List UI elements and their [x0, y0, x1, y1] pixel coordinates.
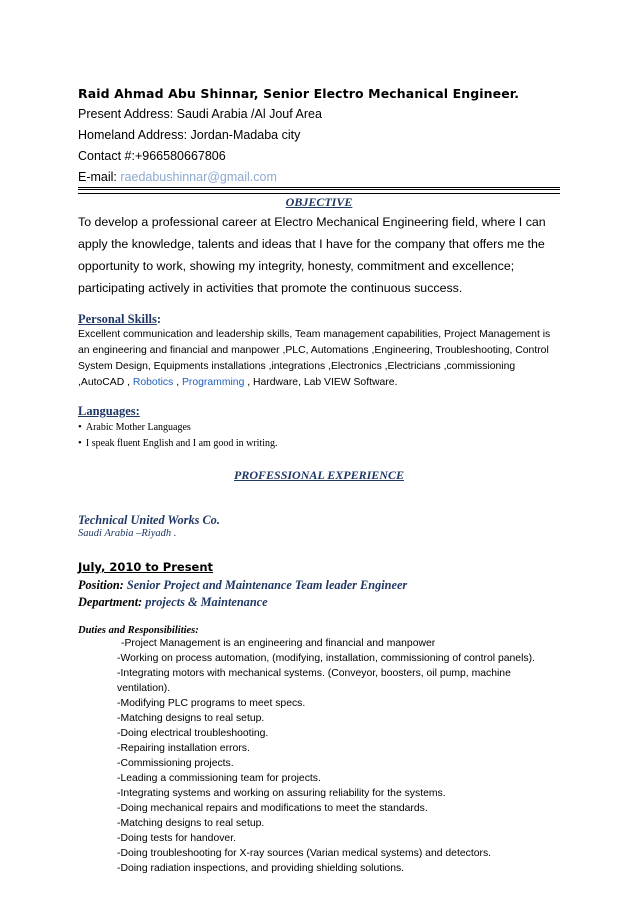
contact-header [78, 84, 558, 188]
duty-item: -Matching designs to real setup. [117, 713, 265, 724]
personal-skills-heading [78, 311, 161, 327]
professional-experience-heading: PROFESSIONAL EXPERIENCE [234, 468, 404, 482]
duty-item: -Repairing installation errors. [117, 743, 250, 754]
duties-list [117, 636, 562, 876]
company-name: Technical United Works Co. [78, 513, 220, 527]
duty-item: -Matching designs to real setup. [117, 818, 265, 829]
personal-skills-colon: : [156, 312, 162, 326]
language-item [78, 419, 558, 435]
duty-item: -Commissioning projects. [117, 758, 234, 769]
bullet-icon: • [78, 437, 82, 449]
contact-phone: Contact #:+966580667806 [78, 149, 226, 163]
languages-heading: Languages: [78, 404, 140, 418]
employment-date-range: July, 2010 to Present [78, 560, 214, 574]
homeland-address: Homeland Address: Jordan-Madaba city [78, 128, 301, 142]
duty-item: -Modifying PLC programs to meet specs. [117, 698, 306, 709]
skills-text-end: , Hardware, Lab VIEW Software. [244, 377, 398, 388]
position-value: Senior Project and Maintenance Team leader Engineer [123, 578, 408, 592]
personal-skills-text [78, 327, 564, 391]
duty-item: -Doing mechanical repairs and modifications to meet the standards. [117, 803, 428, 814]
duty-item: -Leading a commissioning team for projects. [117, 773, 321, 784]
personal-skills-heading-text: Personal Skills [78, 312, 157, 326]
language-item [78, 435, 558, 451]
languages-list [78, 419, 558, 451]
skills-text-main: Excellent communication and leadership skills, Team management capabilities, Project Management is an engineering and financial and manpower ,PLC, Automations ,Engineering, Troubleshooting, Control System Design, Equipments installations ,integrations ,Electronics ,Electricians ,commissioning ,AutoCAD , [78, 329, 551, 388]
company-location: Saudi Arabia –Riyadh . [78, 528, 177, 539]
skills-separator: , [173, 377, 182, 388]
duties-heading: Duties and Responsibilities: [78, 625, 199, 636]
duty-item: -Integrating motors with mechanical systems. (Conveyor, boosters, oil pump, machine ventilation). [117, 668, 511, 694]
name-and-title: Raid Ahmad Abu Shinnar, Senior Electro Mechanical Engineer. [78, 86, 520, 101]
objective-heading: OBJECTIVE [285, 195, 353, 209]
email-label: E-mail: [78, 170, 121, 184]
position-label: Position: [78, 578, 124, 592]
bullet-icon: • [78, 421, 82, 433]
department-value: projects & Maintenance [142, 595, 268, 609]
department-line [78, 594, 268, 610]
language-item-text: I speak fluent English and I am good in writing. [85, 438, 278, 449]
duty-item: -Doing electrical troubleshooting. [117, 728, 269, 739]
duty-item: -Doing radiation inspections, and providing shielding solutions. [117, 863, 405, 874]
duty-item: -Working on process automation, (modifying, installation, commissioning of control panels). [117, 653, 535, 664]
skill-programming: Programming [181, 377, 245, 388]
duty-item: -Doing tests for handover. [117, 833, 236, 844]
duty-item: -Doing troubleshooting for X-ray sources (Varian medical systems) and detectors. [117, 848, 492, 859]
email-link[interactable]: raedabushinnar@gmail.com [120, 170, 277, 184]
position-line [78, 577, 407, 593]
duty-item: -Project Management is an engineering and financial and manpower [121, 638, 436, 649]
duty-item: -Integrating systems and working on assuring reliability for the systems. [117, 788, 446, 799]
department-label: Department: [78, 595, 143, 609]
skill-robotics: Robotics [132, 377, 174, 388]
language-item-text: Arabic Mother Languages [85, 422, 191, 433]
header-divider-double [78, 187, 560, 190]
present-address: Present Address: Saudi Arabia /Al Jouf Area [78, 107, 322, 121]
email-line [78, 167, 558, 188]
objective-text: To develop a professional career at Electro Mechanical Engineering field, where I can apply the knowledge, talents and ideas that I have for the company that offers me the opportunity to work, showing my integrity, honesty, commitment and excellence; participating actively in activities that promote the continuous success. [78, 215, 546, 295]
